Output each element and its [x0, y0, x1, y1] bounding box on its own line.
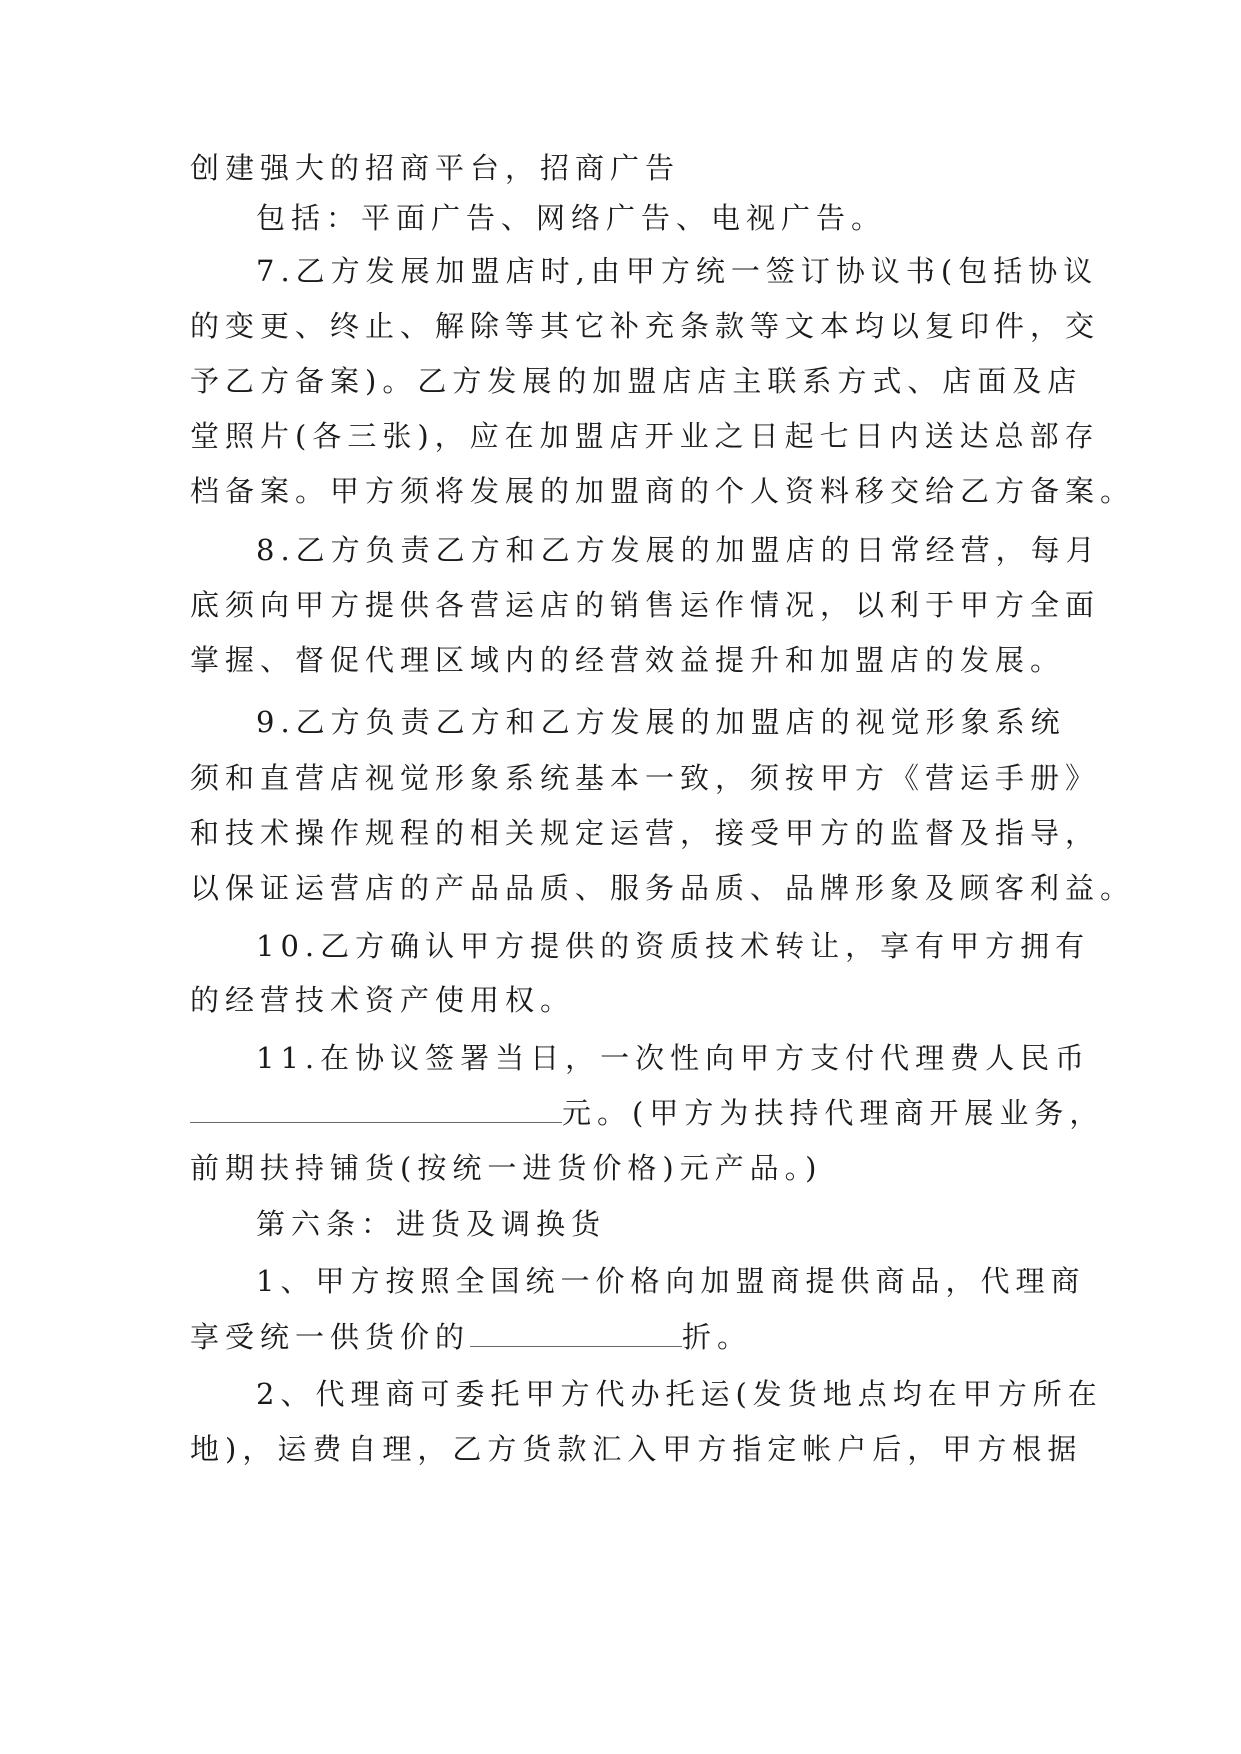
text-line-with-blank — [190, 1314, 1050, 1358]
text-line: 以保证运营店的产品品质、服务品质、品牌形象及顾客利益。 — [190, 871, 1136, 905]
text-line: 堂照片(各三张)，应在加盟店开业之日起七日内送达总部存 — [190, 419, 1100, 453]
text-line: 8.乙方负责乙方和乙方发展的加盟店的日常经营，每月 — [256, 533, 1101, 567]
text-line: 9.乙方负责乙方和乙方发展的加盟店的视觉形象系统 — [256, 705, 1066, 739]
fill-in-blank[interactable] — [470, 1314, 682, 1347]
text-line: 1、甲方按照全国统一价格向加盟商提供商品，代理商 — [256, 1264, 1086, 1298]
text-line: 档备案。甲方须将发展的加盟商的个人资料移交给乙方备案。 — [190, 474, 1136, 508]
text-line: 的变更、终止、解除等其它补充条款等文本均以复印件，交 — [190, 309, 1101, 343]
fill-in-blank[interactable] — [190, 1090, 562, 1123]
text-line: 掌握、督促代理区域内的经营效益提升和加盟店的发展。 — [190, 643, 1066, 677]
text-line: 底须向甲方提供各营运店的销售运作情况，以利于甲方全面 — [190, 588, 1101, 622]
text-segment: 折。 — [682, 1320, 753, 1354]
text-line: 予乙方备案)。乙方发展的加盟店店主联系方式、店面及店 — [190, 364, 1083, 398]
text-segment: 享受统一供货价的 — [190, 1320, 471, 1354]
text-segment: 元。(甲方为扶持代理商开展业务， — [562, 1096, 1105, 1130]
text-line: 2、代理商可委托甲方代办托运(发货地点均在甲方所在 — [256, 1377, 1103, 1411]
text-line: 创建强大的招商平台，招商广告 — [190, 151, 681, 185]
text-line: 包括：平面广告、网络广告、电视广告。 — [256, 201, 887, 235]
text-line: 10.乙方确认甲方提供的资质技术转让，享有甲方拥有 — [256, 929, 1091, 963]
section-heading: 第六条：进货及调换货 — [256, 1207, 607, 1241]
text-line: 和技术操作规程的相关规定运营，接受甲方的监督及指导， — [190, 816, 1101, 850]
text-line: 须和直营店视觉形象系统基本一致，须按甲方《营运手册》 — [190, 761, 1101, 795]
text-line-with-blank — [190, 1090, 1105, 1134]
text-line: 11.在协议签署当日，一次性向甲方支付代理费人民币 — [256, 1041, 1091, 1075]
text-line: 地)，运费自理，乙方货款汇入甲方指定帐户后，甲方根据 — [190, 1432, 1083, 1466]
text-line: 7.乙方发展加盟店时,由甲方统一签订协议书(包括协议 — [256, 254, 1099, 288]
text-line: 的经营技术资产使用权。 — [190, 983, 576, 1017]
text-line: 前期扶持铺货(按统一进货价格)元产品。) — [190, 1151, 823, 1185]
